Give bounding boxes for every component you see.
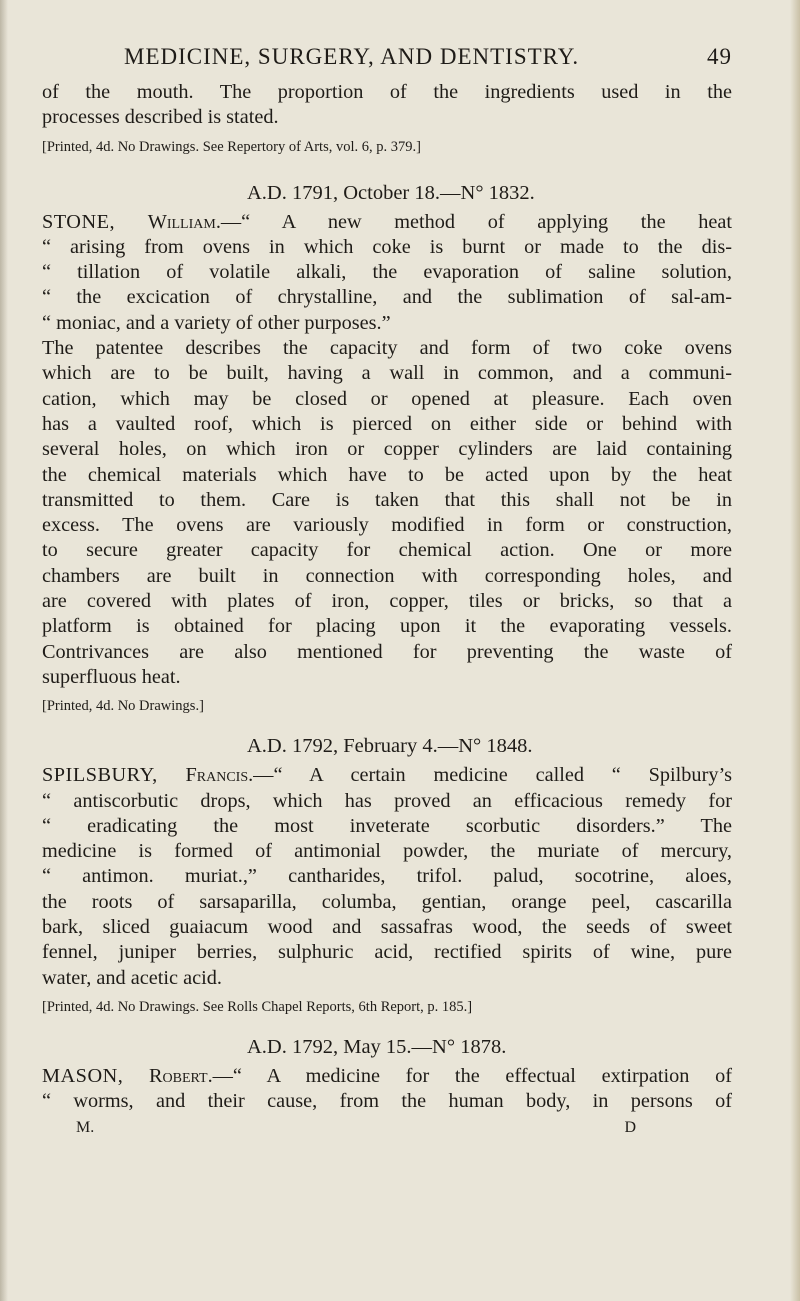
entry-given-name: Robert <box>148 1064 208 1087</box>
text-line: of the mouth. The proportion of the ingredients used in the <box>42 81 732 103</box>
text-line <box>42 210 732 235</box>
entry-surname: STONE, <box>42 210 116 233</box>
entry-line-rest: .—“ A medicine for the effectual extirpation of <box>207 1064 732 1087</box>
text-line: “ antimon. muriat.,” cantharides, trifol. palud, socotrine, aloes, <box>42 865 732 888</box>
signature-line <box>42 1115 732 1141</box>
printed-note: [Printed, 4d. No Drawings.] <box>42 698 204 715</box>
text-line: several holes, on which iron or copper cylinders are laid containing <box>42 438 732 461</box>
entry-paragraph <box>42 763 732 991</box>
text-line: “ antiscorbutic drops, which has proved an efficacious remedy for <box>42 789 732 812</box>
entry-surname: MASON, <box>42 1064 124 1087</box>
text-line: “ moniac, and a variety of other purposes.” <box>42 311 391 334</box>
text-line <box>42 763 732 788</box>
entry-given-name: William <box>147 210 216 233</box>
text-line: medicine is formed of antimonial powder, the muriate of mercury, <box>42 840 732 863</box>
text-line: “ tillation of volatile alkali, the evaporation of saline solution, <box>42 261 732 284</box>
book-page <box>42 40 732 1141</box>
entry-date: A.D. 1792, February 4.—N° 1848. <box>247 735 533 758</box>
text-line: “ arising from ovens in which coke is burnt or made to the dis- <box>42 235 732 258</box>
text-line: are covered with plates of iron, copper, tiles or bricks, so that a <box>42 590 732 613</box>
entry-line-rest: .—“ A new method of applying the heat <box>215 210 732 233</box>
text-line: the roots of sarsaparilla, columba, gentian, orange peel, cascarilla <box>42 890 732 913</box>
text-line: processes described is stated. <box>42 106 279 129</box>
printed-note: [Printed, 4d. No Drawings. See Rolls Chapel Reports, 6th Report, p. 185.] <box>42 998 473 1015</box>
entry-line-rest: .—“ A certain medicine called “ Spilbury’s <box>248 764 732 787</box>
running-title: MEDICINE, SURGERY, AND DENTISTRY. <box>124 44 580 69</box>
text-line: superfluous heat. <box>42 665 181 688</box>
text-line: The patentee describes the capacity and form of two coke ovens <box>42 337 732 360</box>
page-number: 49 <box>707 44 732 69</box>
text-line: fennel, juniper berries, sulphuric acid, rectified spirits of wine, pure <box>42 941 732 964</box>
text-line: Contrivances are also mentioned for preventing the waste of <box>42 640 732 663</box>
page-left-edge <box>0 0 8 1301</box>
entry-surname: SPILSBURY, <box>42 764 158 787</box>
text-line <box>42 1064 732 1089</box>
entry-paragraph <box>42 210 732 691</box>
text-line: “ eradicating the most inveterate scorbutic disorders.” The <box>42 814 732 837</box>
text-line: bark, sliced guaiacum wood and sassafras wood, the seeds of sweet <box>42 916 732 939</box>
entry-date: A.D. 1792, May 15.—N° 1878. <box>247 1035 507 1058</box>
text-line: chambers are built in connection with corresponding holes, and <box>42 564 732 587</box>
entry-date: A.D. 1791, October 18.—N° 1832. <box>247 181 535 204</box>
text-line: cation, which may be closed or opened at pleasure. Each oven <box>42 387 732 410</box>
text-line: which are to be built, having a wall in common, and a communi- <box>42 362 732 385</box>
text-line: platform is obtained for placing upon it the evaporating vessels. <box>42 615 732 638</box>
entry-given-name: Francis <box>185 764 249 787</box>
page-right-edge <box>790 0 800 1301</box>
text-line: the chemical materials which have to be acted upon by the heat <box>42 463 732 486</box>
text-line: “ the excication of chrystalline, and the sublimation of sal-am- <box>42 286 732 309</box>
text-line: water, and acetic acid. <box>42 966 222 989</box>
printed-note: [Printed, 4d. No Drawings. See Repertory of Arts, vol. 6, p. 379.] <box>42 138 421 155</box>
running-head <box>42 40 732 80</box>
intro-paragraph <box>42 80 732 131</box>
text-line: “ worms, and their cause, from the human body, in persons of <box>42 1090 732 1113</box>
text-line: transmitted to them. Care is taken that this shall not be in <box>42 488 732 511</box>
entry-paragraph <box>42 1064 732 1115</box>
text-line: excess. The ovens are variously modified in form or construction, <box>42 514 732 537</box>
signature-left: M. <box>76 1118 95 1136</box>
text-line: to secure greater capacity for chemical action. One or more <box>42 539 732 562</box>
text-line: has a vaulted roof, which is pierced on either side or behind with <box>42 412 732 435</box>
signature-right: D <box>624 1118 636 1136</box>
